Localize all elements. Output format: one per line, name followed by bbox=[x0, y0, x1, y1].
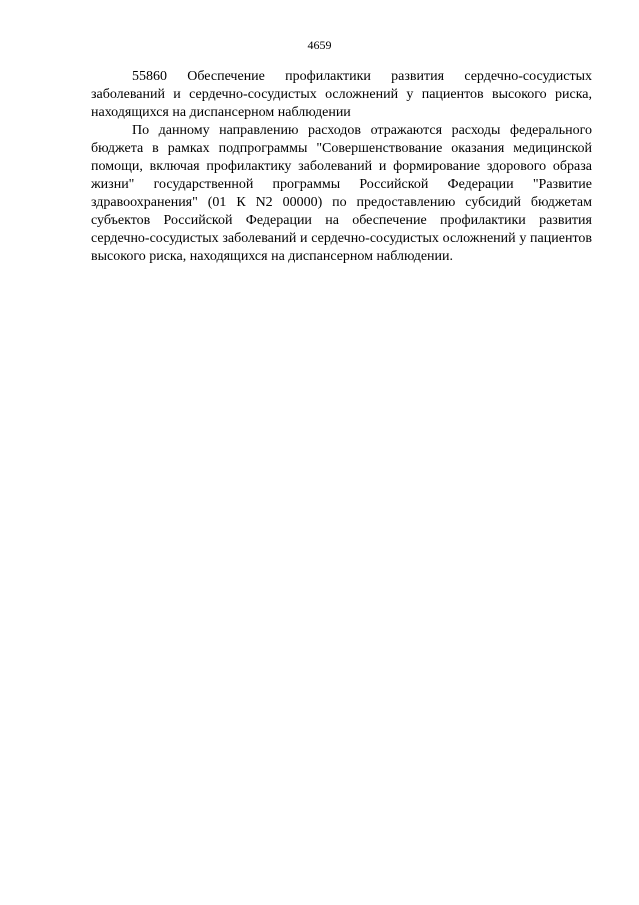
page-number: 4659 bbox=[307, 38, 332, 52]
section-heading-paragraph: 55860 Обеспечение профилактики развития сердечно-сосудистых заболеваний и сердечно-сосудистых осложнений у пациентов высокого риска, находящихся на диспансерном наблюдении bbox=[91, 69, 592, 120]
document-body bbox=[91, 68, 592, 266]
section-description-paragraph: По данному направлению расходов отражаются расходы федерального бюджета в рамках подпрограммы "Совершенствование оказания медицинской помощи, включая профилактику заболеваний и формирование здорового образа жизни" государственной программы Российской Федерации "Развитие здравоохранения" (01 К N2 00000) по предоставлению субсидий бюджетам субъектов Российской Федерации на обеспечение профилактики развития сердечно-сосудистых заболеваний и сердечно-сосудистых осложнений у пациентов высокого риска, находящихся на диспансерном наблюдении. bbox=[91, 123, 592, 264]
